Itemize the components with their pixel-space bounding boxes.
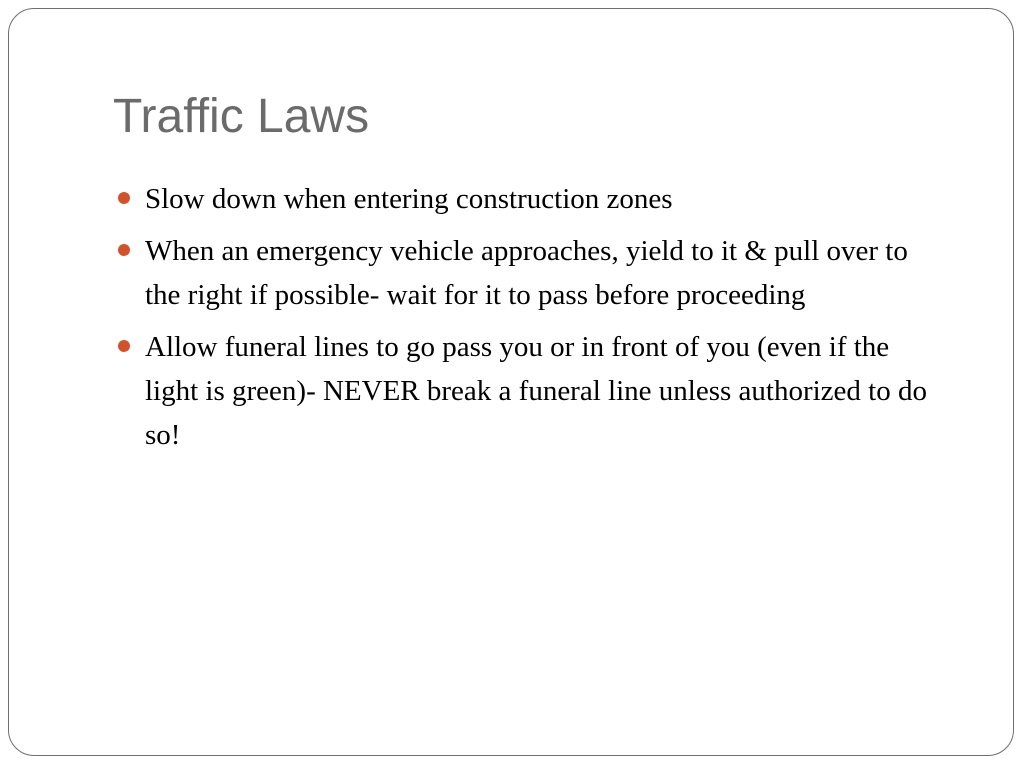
bullet-item	[113, 177, 943, 221]
bullet-text: When an emergency vehicle approaches, yield to it & pull over to the right if possible- wait for it to pass before proceeding	[145, 235, 908, 311]
bullet-dot-icon	[118, 192, 130, 204]
bullet-dot-icon	[118, 340, 130, 352]
bullet-item	[113, 229, 943, 317]
bullet-text: Allow funeral lines to go pass you or in front of you (even if the light is green)- NEVER break a funeral line unless authorized to do so!	[145, 331, 927, 451]
bullet-item	[113, 325, 943, 457]
bullet-text: Slow down when entering construction zones	[145, 183, 673, 215]
bullet-dot-icon	[118, 244, 130, 256]
bullet-list	[113, 177, 943, 465]
slide	[8, 8, 1014, 756]
slide-title: Traffic Laws	[113, 90, 370, 143]
